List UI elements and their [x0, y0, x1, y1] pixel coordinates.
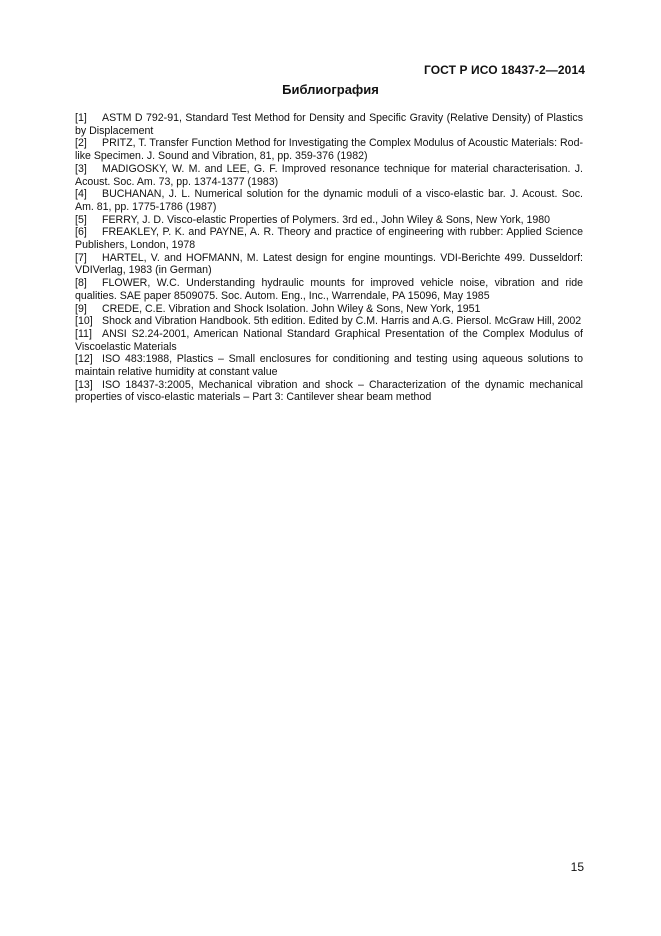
entry-number: [6] — [75, 226, 87, 239]
entry-number: [12] — [75, 353, 93, 366]
bibliography-entry-2 — [75, 137, 583, 162]
entry-text: BUCHANAN, J. L. Numerical solution for the dynamic moduli of a visco-elastic bar. J. Acoust. Soc. Am. 81, pp. 1775-1786 (1987) — [75, 188, 583, 213]
entry-number: [11] — [75, 327, 92, 340]
page-title: Библиография — [282, 82, 379, 97]
bibliography-entry-6 — [75, 226, 583, 251]
bibliography-entry-12 — [75, 353, 583, 378]
entry-number: [7] — [75, 251, 87, 264]
entry-number: [13] — [75, 378, 93, 391]
entry-text: ISO 483:1988, Plastics – Small enclosures for conditioning and testing using aqueous solutions to maintain relative humidity at constant value — [75, 353, 583, 379]
entry-text: FLOWER, W.C. Understanding hydraulic mounts for improved vehicle noise, vibration and ride qualities. SAE paper 8509075. Soc. Autom. Eng., Inc., Warrendale, PA 15096, May 1985 — [75, 277, 583, 302]
entry-text: Shock and Vibration Handbook. 5th edition. Edited by C.M. Harris and A.G. Piersol. McGraw Hill, 2002 — [102, 315, 582, 328]
entry-text: MADIGOSKY, W. M. and LEE, G. F. Improved resonance technique for material characterisation. J. Acoust. Soc. Am. 73, pp. 1374-1377 (1983) — [75, 162, 583, 188]
entry-number: [10] — [75, 315, 93, 328]
bibliography-entry-5 — [75, 214, 583, 227]
entry-number: [4] — [75, 188, 87, 201]
entry-number: [5] — [75, 213, 87, 226]
entry-text: CREDE, C.E. Vibration and Shock Isolation. John Wiley & Sons, New York, 1951 — [102, 302, 481, 315]
bibliography-entry-11 — [75, 328, 583, 353]
entry-number: [9] — [75, 302, 87, 315]
entry-text: PRITZ, T. Transfer Function Method for Investigating the Complex Modulus of Acoustic Materials: Rod-like Specimen. J. Sound and Vibration, 81, pp. 359-376 (1982) — [75, 137, 583, 163]
entry-number: [8] — [75, 277, 87, 290]
bibliography-entry-13 — [75, 379, 583, 404]
entry-number: [3] — [75, 162, 87, 175]
bibliography-entry-4 — [75, 188, 583, 213]
entry-number: [1] — [75, 112, 87, 124]
bibliography-entry-3 — [75, 163, 583, 188]
bibliography-entry-8 — [75, 277, 583, 302]
entry-number: [2] — [75, 137, 87, 150]
bibliography-entry-1 — [75, 112, 583, 137]
bibliography-entry-9 — [75, 303, 583, 316]
page-number: 15 — [570, 860, 584, 874]
bibliography-entry-7 — [75, 252, 583, 277]
entry-text: ASTM D 792-91, Standard Test Method for Density and Specific Gravity (Relative Density) of Plastics by Displacement — [75, 112, 583, 137]
entry-text: ISO 18437-3:2005, Mechanical vibration and shock – Characterization of the dynamic mechanical properties of visco-elastic materials – Part 3: Cantilever shear beam method — [75, 378, 583, 404]
bibliography-entry-10 — [75, 315, 583, 328]
entry-text: FERRY, J. D. Visco-elastic Properties of Polymers. 3rd ed., John Wiley & Sons, New York, 1980 — [102, 213, 551, 226]
entry-text: HARTEL, V. and HOFMANN, M. Latest design for engine mountings. VDI-Berichte 499. Dusseldorf: VDIVerlag, 1983 (in German) — [75, 251, 583, 277]
entry-text: ANSI S2.24-2001, American National Standard Graphical Presentation of the Complex Modulus of Viscoelastic Materials — [75, 327, 583, 353]
entry-text: FREAKLEY, P. K. and PAYNE, A. R. Theory and practice of engineering with rubber: Applied Science Publishers, London, 1978 — [75, 226, 583, 252]
standard-code-header: ГОСТ Р ИСО 18437-2—2014 — [423, 63, 585, 77]
bibliography-list — [75, 112, 583, 404]
